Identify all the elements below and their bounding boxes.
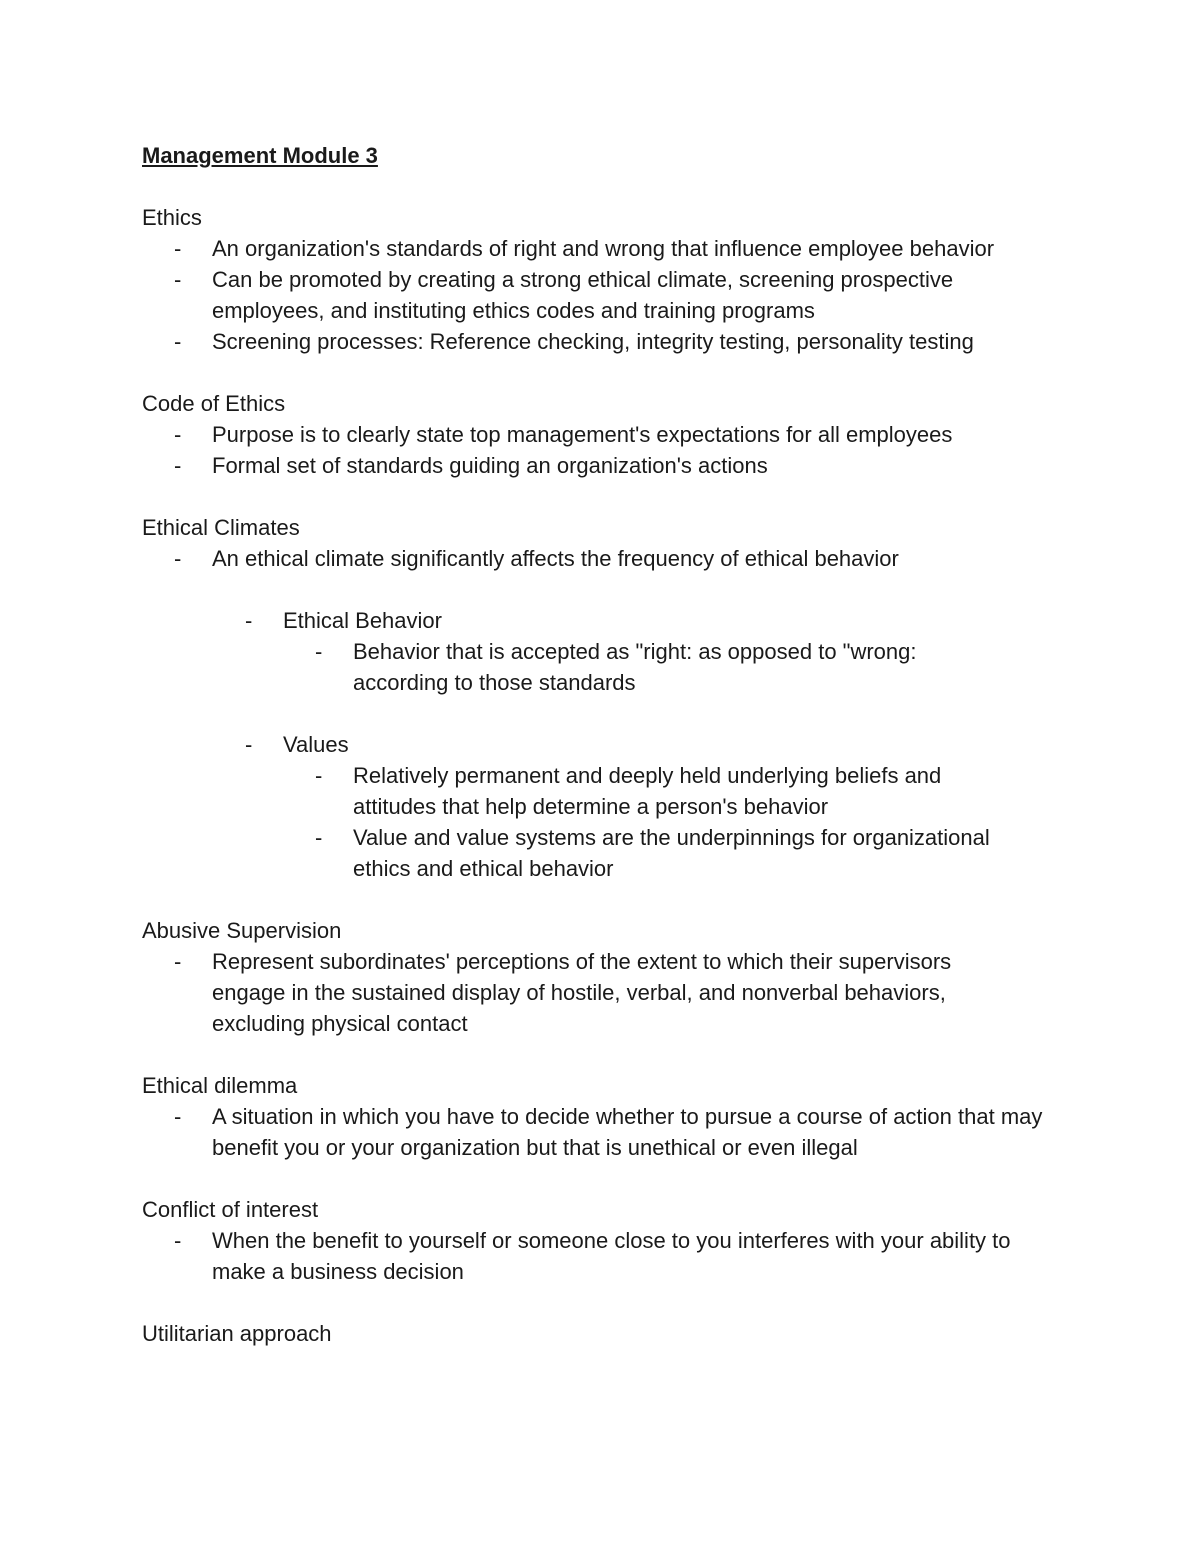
sub-bullet-item (142, 729, 1062, 760)
bullet-text: Relatively permanent and deeply held underlying beliefs and attitudes that help determine a person's behavior (353, 763, 942, 819)
spacer (142, 1287, 1062, 1318)
bullet-item (142, 233, 1062, 264)
section-heading-abusive-supervision: Abusive Supervision (142, 918, 342, 943)
bullet-text: When the benefit to yourself or someone close to you interferes with your ability to make a business decision (212, 1228, 1011, 1284)
bullet-dash: - (174, 236, 182, 261)
section-heading-ethical-dilemma: Ethical dilemma (142, 1073, 298, 1098)
document-page (142, 140, 1062, 1349)
bullet-dash: - (315, 639, 323, 664)
bullet-dash: - (315, 825, 323, 850)
bullet-dash: - (245, 732, 253, 757)
sub-sub-bullet-item (142, 822, 1043, 884)
bullet-text: Screening processes: Reference checking, integrity testing, personality testing (212, 329, 974, 354)
bullet-text: Purpose is to clearly state top management's expectations for all employees (212, 422, 953, 447)
spacer (142, 481, 1062, 512)
sub-bullet-item (142, 605, 1062, 636)
spacer (142, 574, 1062, 605)
bullet-text: An ethical climate significantly affects the frequency of ethical behavior (212, 546, 899, 571)
bullet-item (142, 543, 1062, 574)
bullet-text: Represent subordinates' perceptions of the extent to which their supervisors engage in the sustained display of hostile, verbal, and nonverbal behaviors, excluding physical contact (212, 949, 952, 1036)
bullet-text: Can be promoted by creating a strong ethical climate, screening prospective employees, and instituting ethics codes and training programs (212, 267, 954, 323)
bullet-item (142, 264, 1012, 326)
bullet-dash: - (174, 453, 182, 478)
section-heading-ethical-climates: Ethical Climates (142, 515, 300, 540)
document-title: Management Module 3 (142, 143, 378, 168)
bullet-dash: - (174, 329, 182, 354)
section-heading-utilitarian-approach: Utilitarian approach (142, 1321, 332, 1346)
bullet-item (142, 1225, 1062, 1287)
bullet-text: Value and value systems are the underpinnings for organizational ethics and ethical behavior (353, 825, 990, 881)
bullet-item (142, 326, 1062, 357)
sub-sub-bullet-item (142, 636, 975, 698)
bullet-dash: - (174, 422, 182, 447)
spacer (142, 698, 1062, 729)
spacer (142, 1163, 1062, 1194)
bullet-dash: - (174, 267, 182, 292)
bullet-dash: - (315, 763, 323, 788)
bullet-item (142, 450, 1062, 481)
bullet-dash: - (245, 608, 253, 633)
bullet-text: An organization's standards of right and wrong that influence employee behavior (212, 236, 995, 261)
spacer (142, 357, 1062, 388)
spacer (142, 884, 1062, 915)
bullet-dash: - (174, 949, 182, 974)
section-heading-code-of-ethics: Code of Ethics (142, 391, 286, 416)
subsection-label-ethical-behavior: Ethical Behavior (283, 608, 442, 633)
bullet-text: Behavior that is accepted as "right: as opposed to "wrong: according to those standards (353, 639, 917, 695)
subsection-label-values: Values (283, 732, 349, 757)
bullet-item (142, 1101, 1062, 1163)
bullet-dash: - (174, 546, 182, 571)
spacer (142, 171, 1062, 202)
bullet-item (142, 946, 1012, 1039)
section-heading-ethics: Ethics (142, 205, 202, 230)
bullet-text: A situation in which you have to decide whether to pursue a course of action that may benefit you or your organization but that is unethical or even illegal (212, 1104, 1043, 1160)
bullet-dash: - (174, 1104, 182, 1129)
bullet-text: Formal set of standards guiding an organization's actions (212, 453, 768, 478)
spacer (142, 1039, 1062, 1070)
bullet-dash: - (174, 1228, 182, 1253)
section-heading-conflict-of-interest: Conflict of interest (142, 1197, 319, 1222)
sub-sub-bullet-item (142, 760, 993, 822)
bullet-item (142, 419, 1062, 450)
